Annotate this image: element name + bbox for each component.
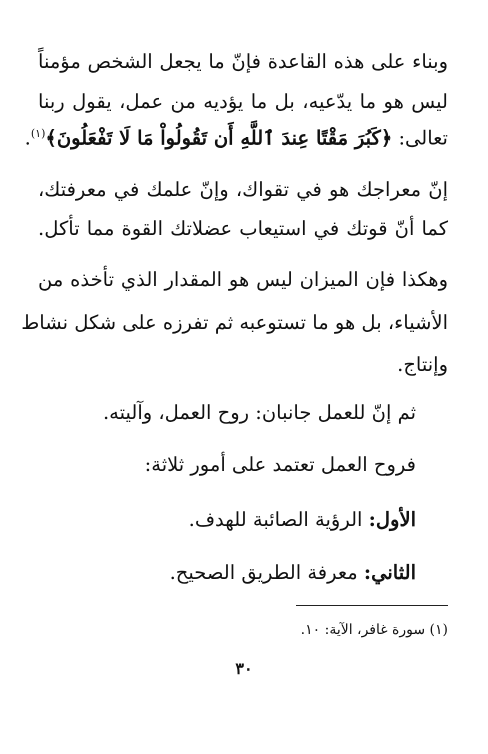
item-first (36, 510, 416, 530)
item-second-text: معرفة الطريق الصحيح. (169, 561, 364, 584)
item-second-lead: الثاني: (363, 561, 416, 584)
page-number: ٣٠ (235, 659, 253, 678)
quran-verse: ﴿كَبُرَ مَقْتًا عِندَ ٱللَّهِ أَن تَقُولُواْ مَا لَا تَفْعَلُونَ﴾ (45, 126, 393, 150)
paragraph-3-line-2: الأشياء، بل هو ما تستوعبه ثم تفرزه على شكل نشاط (21, 311, 448, 334)
paragraph-1-line-2: ليس هو ما يدّعيه، بل ما يؤديه من عمل، يقول ربنا (38, 90, 448, 113)
paragraph-1-line-1: وبناء على هذه القاعدة فإنّ ما يجعل الشخص مؤمناً (38, 50, 448, 73)
paragraph-3-line-3: وإنتاج. (397, 353, 448, 376)
footnote: (١) سورة غافر، الآية: ١٠. (300, 622, 448, 638)
paragraph-2-line-1: إنّ معراجك هو في تقواك، وإنّ علمك في معرفتك، (38, 178, 448, 201)
footnote-separator (296, 605, 448, 606)
aspects-of-work: ثم إنّ للعمل جانبان: روح العمل، وآليته. (102, 401, 416, 424)
item-first-text: الرؤية الصائبة للهدف. (188, 508, 369, 531)
item-second (36, 563, 416, 583)
paragraph-2-line-2: كما أنّ قوتك في استيعاب عضلاتك القوة مما تأكل. (38, 217, 448, 240)
sentence-end: . (24, 126, 31, 150)
footnote-marker: (١) (30, 127, 46, 140)
three-matters-intro: فروح العمل تعتمد على أمور ثلاثة: (144, 453, 416, 476)
paragraph-1-line-3 (24, 126, 448, 150)
item-first-lead: الأول: (368, 508, 416, 531)
paragraph-3-line-1: وهكذا فإن الميزان ليس هو المقدار الذي تأخذه من (38, 268, 448, 291)
verse-intro: تعالى: (392, 126, 448, 150)
